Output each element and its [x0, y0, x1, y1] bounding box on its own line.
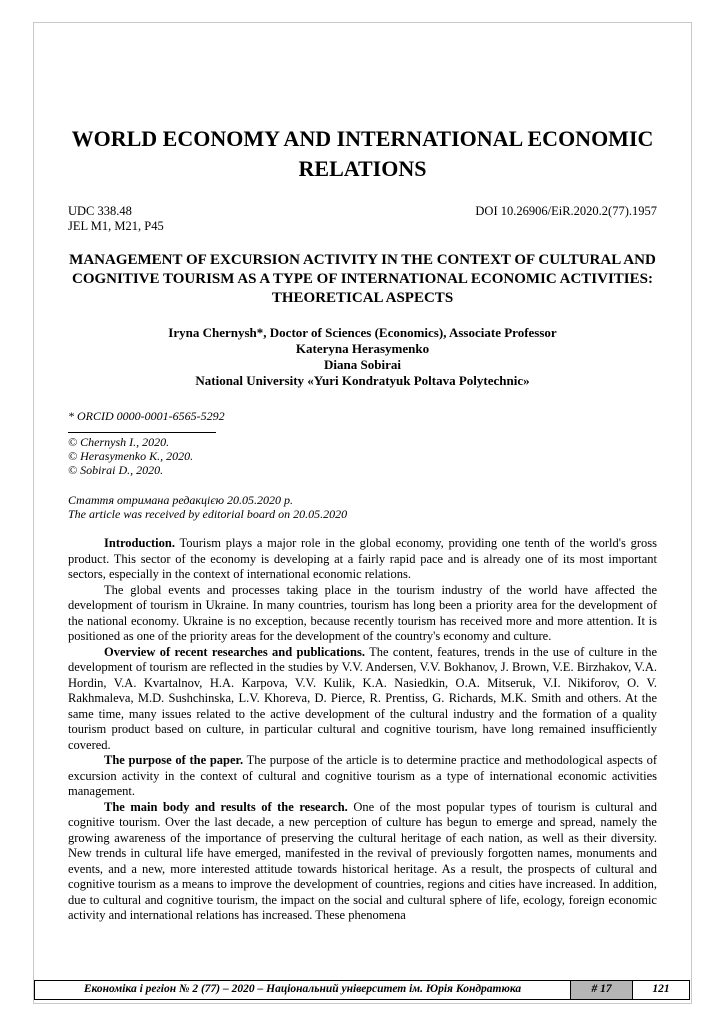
paragraph-text: Tourism plays a major role in the global economy, providing one tenth of the world's gross product. This sector of the economy is developing at a fairly rapid pace and is already one of its most important sectors, especially in the context of international economic relations.	[68, 536, 657, 581]
jel-codes: JEL M1, M21, P45	[68, 219, 164, 233]
footnote-rule	[68, 432, 216, 433]
received-date-en: The article was received by editorial board on 20.05.2020	[68, 507, 348, 521]
article-meta-row	[68, 204, 657, 234]
udc-code: UDC 338.48	[68, 204, 132, 218]
received-date-uk: Стаття отримана редакцією 20.05.2020 р.	[68, 493, 294, 507]
affiliation-line: National University «Yuri Kondratyuk Poltava Polytechnic»	[195, 373, 530, 388]
paragraph-text: One of the most popular types of tourism is cultural and cognitive tourism. Over the last decade, a new perception of culture has begun to emerge and spread, namely the growing awareness of the importance of preserving the cultural heritage of each nation, as well as their diversity. New trends in cultural life have emerged, manifested in the revival of previously forgotten names, monuments and events, and a new, more interested attitude towards historical heritage. As a result, the prospects of cultural and cognitive tourism as a means to improve the development of countries, regions and cities have increased. In addition, due to cultural and cognitive tourism, the impact on the social and cultural sphere of life, ecology, foreign economic activity and international relations has increased. These phenomena	[68, 799, 657, 922]
paragraph-overview	[68, 645, 657, 754]
author-line: Iryna Chernysh*, Doctor of Sciences (Economics), Associate Professor	[168, 325, 557, 340]
received-block	[68, 493, 657, 521]
orcid-note: * ORCID 0000-0001-6565-5292	[68, 409, 225, 423]
copyright-line: © Herasymenko K., 2020.	[68, 449, 194, 463]
copyright-block	[68, 435, 657, 477]
paragraph-main-body	[68, 800, 657, 924]
paragraph-lead: Overview of recent researches and publications.	[104, 644, 365, 659]
paragraph-introduction	[68, 536, 657, 583]
article-body	[68, 536, 657, 924]
footer-journal-line: Економіка і регіон № 2 (77) – 2020 – Національний університет ім. Юрія Кондратюка	[35, 981, 571, 999]
copyright-line: © Sobirai D., 2020.	[68, 463, 164, 477]
meta-left-column	[68, 204, 164, 234]
paragraph-text: The purpose of the article is to determine practice and methodological aspects of excursion activity in the context of cultural and cognitive tourism as a type of international economic activities management.	[68, 753, 657, 798]
footer-issue-mark: # 17	[571, 981, 633, 999]
section-title: WORLD ECONOMY AND INTERNATIONAL ECONOMIC RELATIONS	[71, 126, 654, 181]
paragraph	[68, 583, 657, 645]
document-page	[33, 22, 692, 1004]
paragraph-text: The global events and processes taking place in the tourism industry of the world have affected the development of tourism in Ukraine. In many countries, tourism has long been a priority area for the development of the national economy. Ukraine is no exception, because recently tourism has received more and more attention. It is positioned as one of the priority areas for the development of the country's economy and culture.	[68, 582, 657, 643]
article-title: MANAGEMENT OF EXCURSION ACTIVITY IN THE CONTEXT OF CULTURAL AND COGNITIVE TOURISM AS A TYPE OF INTERNATIONAL ECONOMIC ACTIVITIES: THEORETICAL ASPECTS	[69, 252, 656, 306]
authors-block	[68, 325, 657, 389]
page-content	[34, 124, 691, 924]
footer-page-number: 121	[633, 981, 689, 999]
page-footer	[34, 980, 690, 1000]
paragraph-lead: The main body and results of the research.	[104, 799, 348, 814]
author-line: Kateryna Herasymenko	[295, 341, 430, 356]
paragraph-text: The content, features, trends in the use of culture in the development of tourism are reflected in the studies by V.V. Andersen, V.V. Bokhanov, J. Brown, V.E. Birzhakov, V.A. Hordin, V.A. Kvartalnov, H.A. Karpova, V.V. Kulik, K.A. Nasiedkin, O.A. Mitseruk, V.I. Nikiforov, O. V. Rakhmaleva, M.D. Sushchinska, L.V. Khoreva, D. Pierce, R. Prentiss, G. Richards, M.K. Smith and others. At the same time, many issues related to the active development of the cultural industry and the formation of a quality tourism product based on culture, in particular cultural and cognitive tourism, have long remained insufficiently covered.	[68, 644, 657, 752]
paragraph-lead: Introduction.	[104, 536, 175, 550]
paragraph-lead: The purpose of the paper.	[104, 753, 244, 767]
doi-code: DOI 10.26906/EiR.2020.2(77).1957	[475, 204, 657, 218]
author-line: Diana Sobirai	[324, 357, 401, 372]
paragraph-purpose	[68, 753, 657, 800]
copyright-line: © Chernysh I., 2020.	[68, 435, 170, 449]
